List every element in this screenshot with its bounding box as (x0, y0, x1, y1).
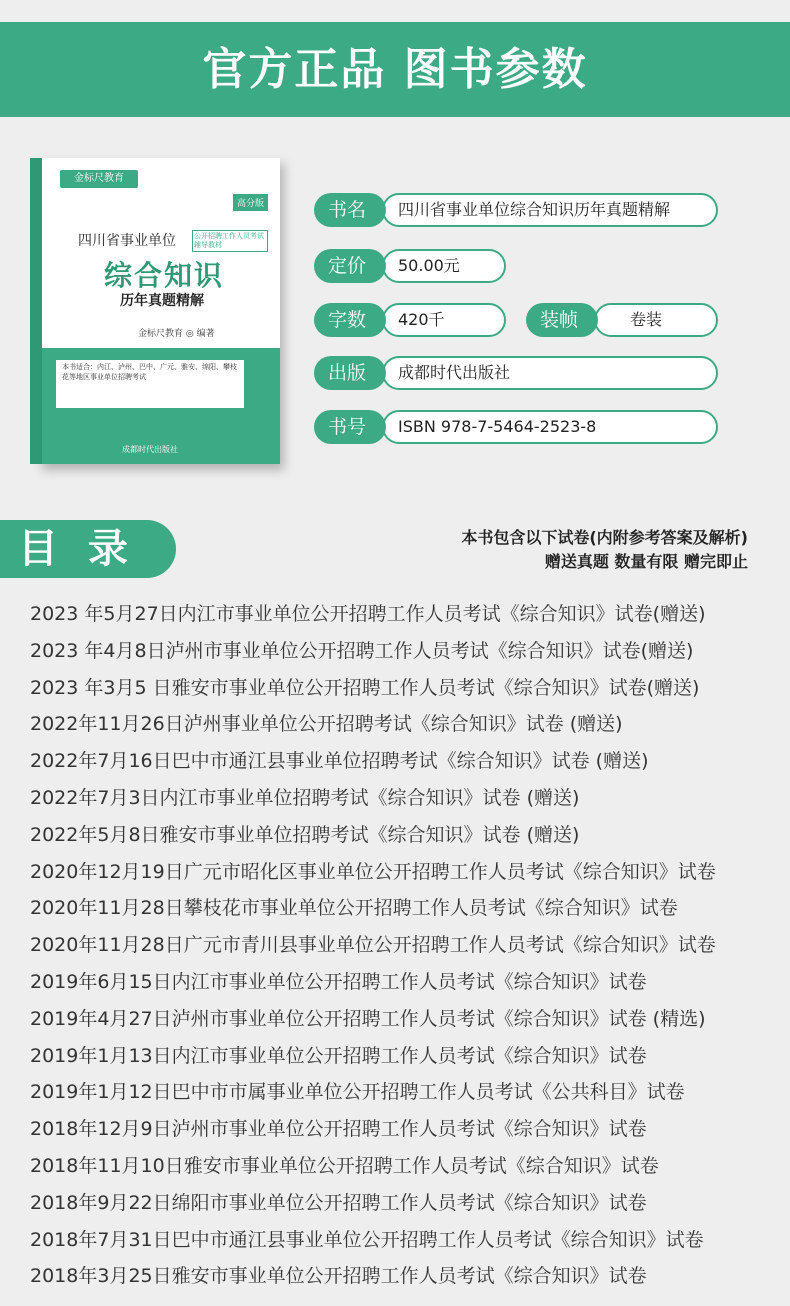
param-publisher-value: 成都时代出版社 (382, 356, 718, 390)
cover-subtitle: 历年真题精解 (120, 293, 204, 309)
brand-logo: 金标尺教育 (60, 170, 138, 188)
param-title-label: 书名 (314, 193, 386, 227)
param-words-label: 字数 (314, 303, 386, 337)
param-publisher-label: 出版 (314, 356, 386, 390)
toc-item: 2019年1月13日内江市事业单位公开招聘工作人员考试《综合知识》试卷 (30, 1044, 647, 1067)
param-title (314, 193, 718, 227)
param-isbn-value: ISBN 978-7-5464-2523-8 (382, 410, 718, 444)
param-binding-label: 装帧 (526, 303, 598, 337)
cover-publisher: 成都时代出版社 (122, 445, 178, 454)
toc-item: 2023 年4月8日泸州市事业单位公开招聘工作人员考试《综合知识》试卷(赠送) (30, 639, 694, 662)
toc-item: 2020年11月28日广元市青川县事业单位公开招聘工作人员考试《综合知识》试卷 (30, 934, 716, 957)
edition-tag: 高分版 (233, 194, 268, 211)
param-isbn-label: 书号 (314, 410, 386, 444)
toc-item: 2018年9月22日绵阳市事业单位公开招聘工作人员考试《综合知识》试卷 (30, 1191, 647, 1214)
toc-notes (461, 526, 748, 574)
toc-list (30, 596, 775, 1295)
param-price-value: 50.00元 (382, 249, 506, 283)
param-price-label: 定价 (314, 249, 386, 283)
toc-item: 2023 年3月5 日雅安市事业单位公开招聘工作人员考试《综合知识》试卷(赠送) (30, 676, 700, 699)
toc-item: 2023 年5月27日内江市事业单位公开招聘工作人员考试《综合知识》试卷(赠送) (30, 603, 706, 625)
cover-title-main: 综合知识 (104, 259, 225, 292)
book-cover-image (30, 150, 290, 490)
toc-item: 2020年11月28日攀枝花市事业单位公开招聘工作人员考试《综合知识》试卷 (30, 897, 678, 920)
toc-item: 2018年11月10日雅安市事业单位公开招聘工作人员考试《综合知识》试卷 (30, 1154, 659, 1177)
param-title-value: 四川省事业单位综合知识历年真题精解 (382, 193, 718, 227)
toc-item: 2020年12月19日广元市昭化区事业单位公开招聘工作人员考试《综合知识》试卷 (30, 860, 716, 883)
cover-green-band (42, 348, 280, 464)
param-isbn (314, 410, 718, 444)
param-binding (526, 303, 718, 337)
param-words-value: 420千 (382, 303, 506, 337)
toc-item: 2018年7月31日巴中市通江县事业单位公开招聘工作人员考试《综合知识》试卷 (30, 1228, 704, 1251)
toc-item: 2022年5月8日雅安市事业单位招聘考试《综合知识》试卷 (赠送) (30, 823, 580, 846)
toc-item: 2019年4月27日泸州市事业单位公开招聘工作人员考试《综合知识》试卷 (精选) (30, 1007, 706, 1030)
toc-item: 2022年7月3日内江市事业单位招聘考试《综合知识》试卷 (赠送) (30, 786, 580, 809)
toc-item: 2022年11月26日泸州事业单位公开招聘考试《综合知识》试卷 (赠送) (30, 713, 623, 736)
toc-heading: 目 录 (0, 520, 176, 578)
page-banner: 官方正品 图书参数 (0, 22, 790, 117)
cover-title-small: 公开招聘工作人员考试辅导教材 (192, 230, 268, 252)
cover-title-line1: 四川省事业单位 (78, 233, 176, 249)
cover-author: 金标尺教育 ◎ 编著 (138, 329, 215, 339)
toc-item: 2019年1月12日巴中市市属事业单位公开招聘工作人员考试《公共科目》试卷 (30, 1081, 685, 1104)
param-words (314, 303, 506, 337)
param-price (314, 249, 506, 283)
toc-item: 2018年12月9日泸州市事业单位公开招聘工作人员考试《综合知识》试卷 (30, 1118, 647, 1141)
param-publisher (314, 356, 718, 390)
toc-item: 2019年6月15日内江市事业单位公开招聘工作人员考试《综合知识》试卷 (30, 970, 647, 993)
param-binding-value: 卷装 (594, 303, 718, 337)
toc-item: 2022年7月16日巴中市通江县事业单位招聘考试《综合知识》试卷 (赠送) (30, 750, 649, 773)
book-spine (30, 158, 42, 464)
book-cover (38, 158, 280, 464)
toc-note-line2: 赠送真题 数量有限 赠完即止 (544, 552, 748, 571)
toc-item: 2018年3月25日雅安市事业单位公开招聘工作人员考试《综合知识》试卷 (30, 1265, 647, 1288)
toc-note-line1: 本书包含以下试卷(内附参考答案及解析) (461, 528, 748, 547)
cover-audience-box: 本书适合：内江、泸州、巴中、广元、雅安、绵阳、攀枝花等地区事业单位招聘考试 (56, 360, 244, 408)
